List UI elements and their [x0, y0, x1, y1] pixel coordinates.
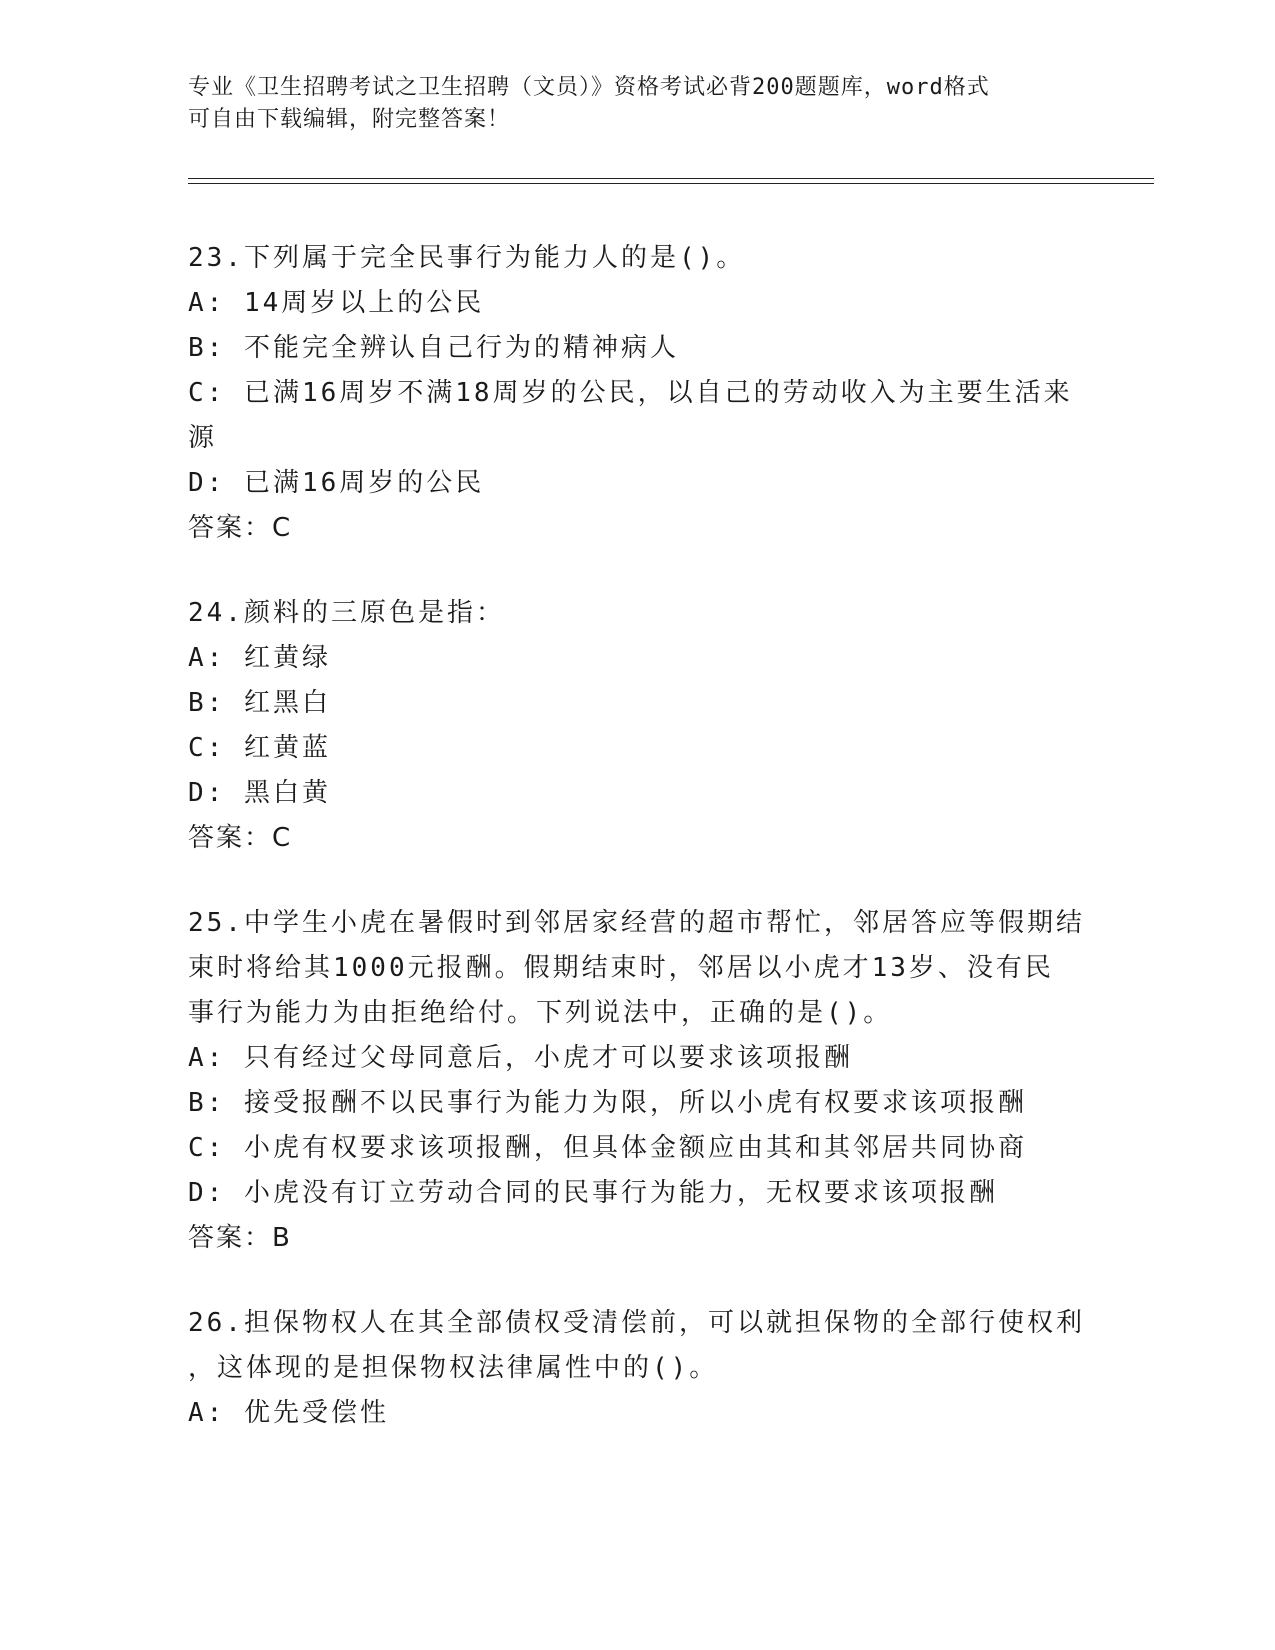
option-a: A: 14周岁以上的公民 [188, 288, 485, 318]
option-a: A: 优先受偿性 [188, 1398, 389, 1428]
answer-value: B [272, 1223, 292, 1253]
answer-value: C [272, 513, 293, 543]
question-24 [188, 591, 1088, 861]
question-list [188, 236, 1088, 1476]
document-header [188, 72, 1088, 136]
question-stem: 23.下列属于完全民事行为能力人的是()。 [188, 243, 746, 273]
answer-label: 答案： [188, 823, 273, 853]
option-c: C: 小虎有权要求该项报酬，但具体金额应由其和其邻居共同协商 [188, 1133, 1027, 1163]
question-23 [188, 236, 1088, 551]
question-stem: 24.颜料的三原色是指： [188, 598, 505, 628]
option-d: D: 已满16周岁的公民 [188, 468, 485, 498]
answer-value: C [272, 823, 293, 853]
option-b: B: 接受报酬不以民事行为能力为限，所以小虎有权要求该项报酬 [188, 1088, 1027, 1118]
question-stem-line-2: 束时将给其1000元报酬。假期结束时，邻居以小虎才13岁、没有民 [188, 953, 1054, 983]
option-d: D: 小虎没有订立劳动合同的民事行为能力，无权要求该项报酬 [188, 1178, 998, 1208]
option-b: B: 红黑白 [188, 688, 331, 718]
question-26 [188, 1301, 1088, 1436]
answer-label: 答案： [188, 1223, 273, 1253]
option-b: B: 不能完全辨认自己行为的精神病人 [188, 333, 679, 363]
option-c-continued: 源 [188, 423, 218, 453]
header-title-line-2: 可自由下载编辑，附完整答案！ [188, 107, 511, 132]
option-c: C: 红黄蓝 [188, 733, 331, 763]
question-stem-line-1: 26.担保物权人在其全部债权受清偿前，可以就担保物的全部行使权利 [188, 1308, 1085, 1338]
option-a: A: 红黄绿 [188, 643, 331, 673]
answer [188, 1216, 1088, 1261]
option-c: C: 已满16周岁不满18周岁的公民，以自己的劳动收入为主要生活来 [188, 378, 1073, 408]
answer [188, 506, 1088, 551]
header-divider-top [188, 178, 1154, 179]
answer [188, 816, 1088, 861]
answer-label: 答案： [188, 513, 273, 543]
header-divider-bottom [188, 183, 1154, 184]
header-title-line-1: 专业《卫生招聘考试之卫生招聘（文员）》资格考试必背200题题库，word格式 [188, 75, 990, 100]
question-stem-line-3: 事行为能力为由拒绝给付。下列说法中，正确的是()。 [188, 998, 893, 1028]
question-stem-line-2: ，这体现的是担保物权法律属性中的()。 [188, 1353, 719, 1383]
option-d: D: 黑白黄 [188, 778, 331, 808]
question-stem-line-1: 25.中学生小虎在暑假时到邻居家经营的超市帮忙，邻居答应等假期结 [188, 908, 1085, 938]
option-a: A: 只有经过父母同意后，小虎才可以要求该项报酬 [188, 1043, 853, 1073]
question-25 [188, 901, 1088, 1261]
